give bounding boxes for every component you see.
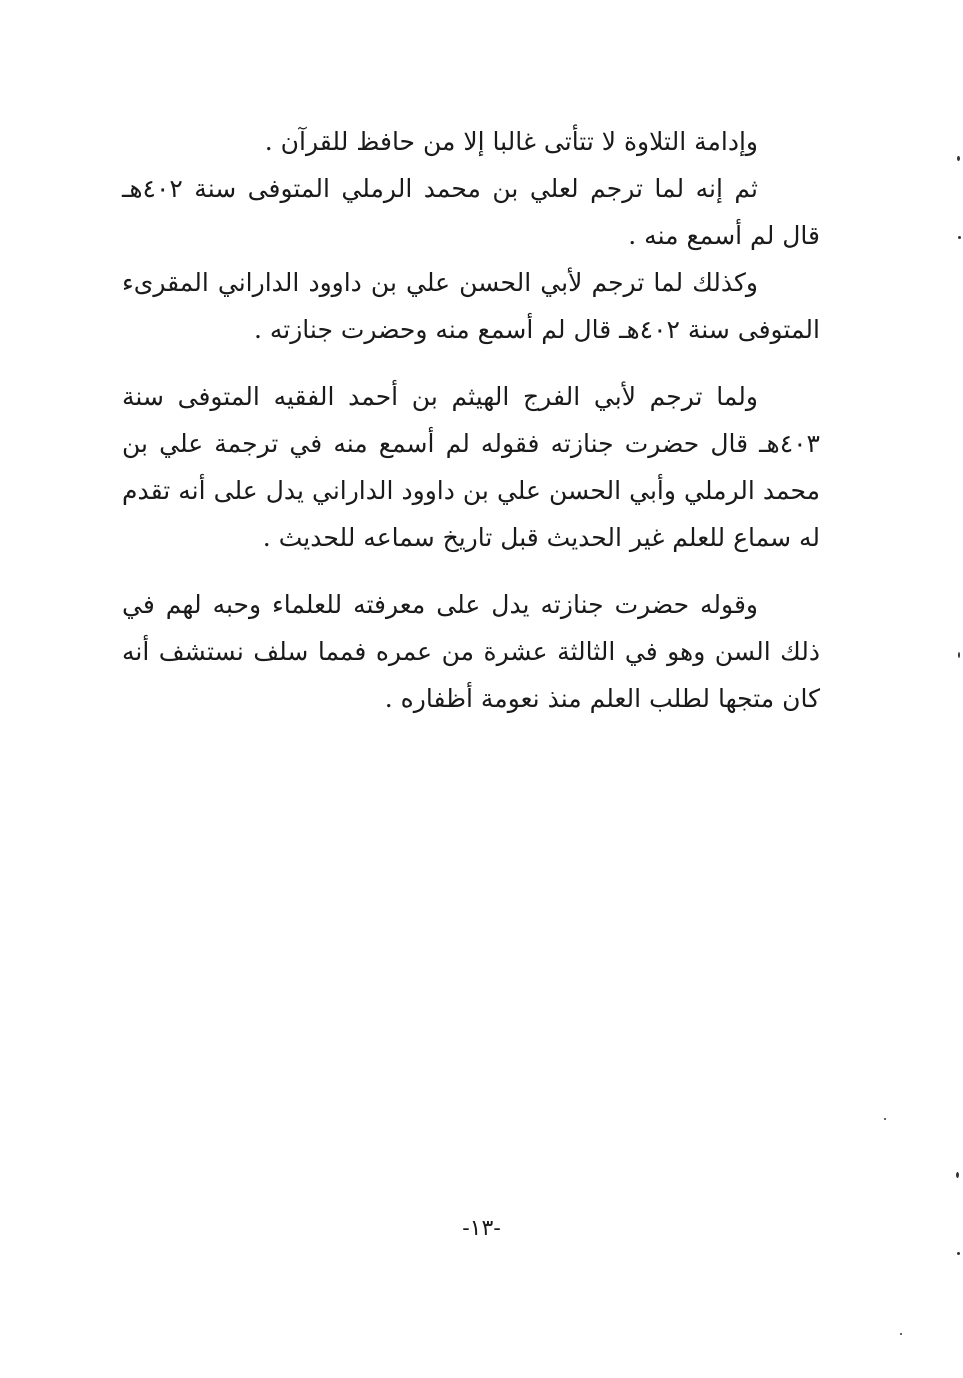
paragraph-2: ثم إنه لما ترجم لعلي بن محمد الرملي المتوفى سنة ٤٠٢هـ قال لم أسمع منه . [122,174,820,250]
paragraph-3: وكذلك لما ترجم لأبي الحسن علي بن داوود الداراني المقرىء المتوفى سنة ٤٠٢هـ قال لم أسمع منه وحضرت جنازته . [122,268,820,344]
paragraph-gap [122,561,820,581]
scan-speck [957,156,960,161]
page-number: -١٣- [462,1216,501,1241]
body-text [122,118,820,722]
scan-speck [900,1333,902,1335]
scan-speck [958,236,961,239]
paragraph-1: وإدامة التلاوة لا تتأتى غالبا إلا من حافظ للقرآن . [264,127,758,156]
paragraph-4: ولما ترجم لأبي الفرج الهيثم بن أحمد الفقيه المتوفى سنة ٤٠٣هـ قال حضرت جنازته فقوله لم أسمع منه في ترجمة علي بن محمد الرملي وأبي الحسن علي بن داوود الداراني يدل على أنه تقدم له سماع للعلم غير الحديث قبل تاريخ سماعه للحديث . [122,382,820,552]
scan-speck [884,1118,886,1120]
scan-speck [958,652,960,658]
scan-speck [957,1252,960,1255]
scan-speck [956,1172,959,1178]
paragraph-gap [122,353,820,373]
paragraph-5: وقوله حضرت جنازته يدل على معرفته للعلماء وحبه لهم في ذلك السن وهو في الثالثة عشرة من عمره فمما سلف نستشف أنه كان متجها لطلب العلم منذ نعومة أظفاره . [122,590,820,713]
